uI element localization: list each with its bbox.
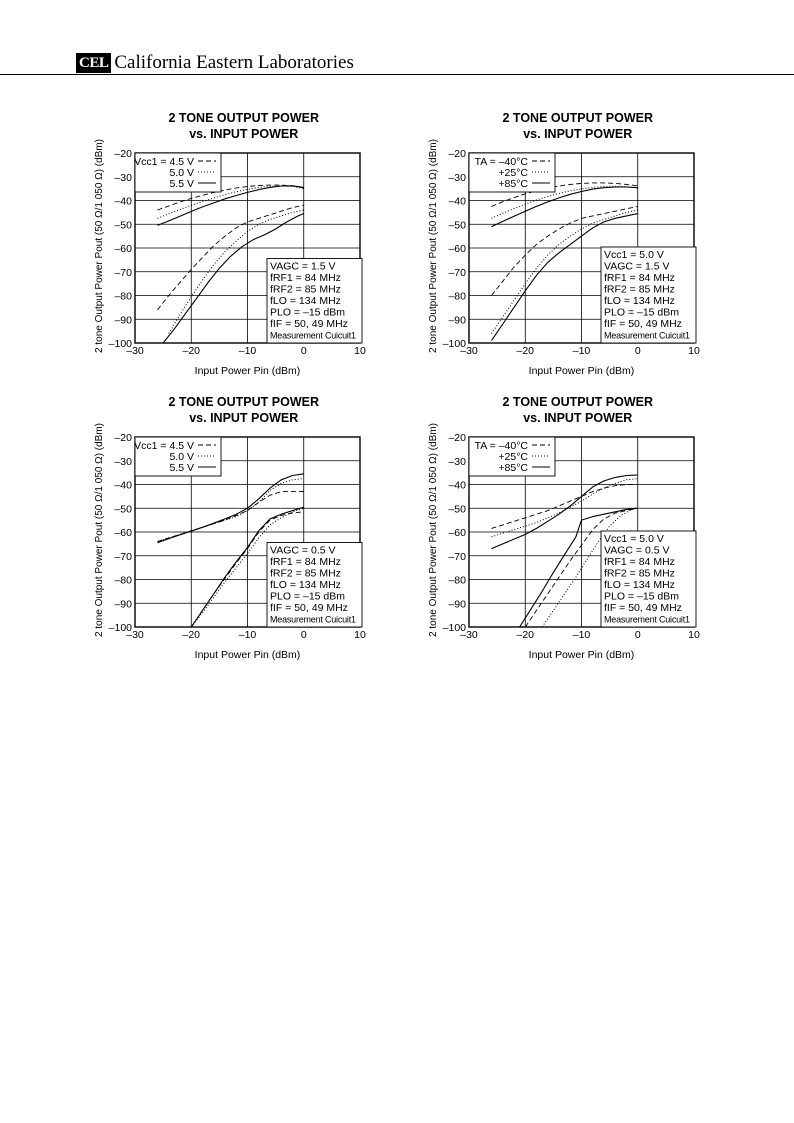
- chart-title: 2 TONE OUTPUT POWER: [502, 395, 653, 409]
- condition-text: fIF = 50, 49 MHz: [270, 602, 348, 614]
- chart-title: vs. INPUT POWER: [189, 411, 299, 425]
- y-axis-label: 2 tone Output Power Pout (50 Ω/1 050 Ω) (dBm): [94, 423, 105, 637]
- condition-text: fRF2 = 85 MHz: [604, 283, 675, 296]
- condition-text: PLO = –15 dBm: [270, 306, 346, 319]
- x-axis-label: Input Power Pin (dBm): [194, 365, 301, 377]
- condition-text: VAGC = 0.5 V: [604, 544, 670, 557]
- header-divider: [0, 74, 794, 75]
- x-tick-label: –10: [572, 629, 591, 641]
- condition-text: PLO = –15 dBm: [604, 590, 680, 603]
- chart-title: 2 TONE OUTPUT POWER: [168, 395, 319, 409]
- x-axis-label: Input Power Pin (dBm): [528, 649, 635, 661]
- condition-text: fRF2 = 85 MHz: [604, 567, 675, 580]
- y-tick-label: –40: [448, 195, 466, 208]
- y-tick-label: –30: [114, 455, 132, 468]
- y-tick-label: –20: [448, 148, 466, 160]
- x-tick-label: –30: [460, 629, 478, 641]
- condition-text: VAGC = 1.5 V: [270, 260, 336, 273]
- y-tick-label: –100: [108, 338, 132, 350]
- y-tick-label: –80: [448, 290, 466, 303]
- legend-entry: 5.5 V: [169, 462, 194, 474]
- company-name: California Eastern Laboratories: [114, 52, 354, 73]
- y-tick-label: –70: [114, 550, 132, 563]
- y-tick-label: –30: [448, 171, 466, 184]
- y-tick-label: –40: [114, 195, 132, 208]
- y-tick-label: –40: [114, 479, 132, 492]
- chart-title: vs. INPUT POWER: [189, 127, 299, 141]
- chart-title: 2 TONE OUTPUT POWER: [168, 111, 319, 125]
- y-axis-label: 2 tone Output Power Pout (50 Ω/1 050 Ω) (dBm): [428, 423, 439, 637]
- y-tick-label: –100: [442, 338, 466, 350]
- x-tick-label: –10: [238, 345, 257, 357]
- y-tick-label: –20: [114, 148, 132, 160]
- y-tick-label: –80: [114, 290, 132, 303]
- chart-1: [90, 108, 390, 380]
- series-line-2: [492, 479, 638, 537]
- y-tick-label: –90: [448, 314, 466, 327]
- condition-text: fIF = 50, 49 MHz: [270, 318, 348, 330]
- condition-text: fLO = 134 MHz: [270, 295, 341, 307]
- x-tick-label: –20: [182, 629, 201, 641]
- y-tick-label: –50: [114, 503, 132, 516]
- condition-text: VAGC = 0.5 V: [270, 544, 336, 557]
- legend-entry: +85°C: [498, 178, 528, 190]
- condition-text: fIF = 50, 49 MHz: [604, 318, 682, 330]
- chart-2: [424, 108, 724, 380]
- y-axis-label: 2 tone Output Power Pout (50 Ω/1 050 Ω) (dBm): [428, 139, 439, 353]
- legend-entry: +25°C: [498, 167, 528, 179]
- y-tick-label: –100: [108, 622, 132, 634]
- condition-text: fRF2 = 85 MHz: [270, 283, 341, 296]
- condition-text: VAGC = 1.5 V: [604, 260, 670, 273]
- condition-text: fLO = 134 MHz: [604, 579, 675, 591]
- x-tick-label: –30: [126, 345, 144, 357]
- legend-entry: TA = –40°C: [474, 440, 528, 452]
- y-tick-label: –80: [114, 574, 132, 587]
- y-tick-label: –80: [448, 574, 466, 587]
- y-tick-label: –70: [114, 266, 132, 279]
- x-tick-label: 0: [634, 345, 641, 357]
- series-line-3: [492, 187, 638, 227]
- y-tick-label: –60: [114, 243, 132, 255]
- condition-text: fRF1 = 84 MHz: [604, 556, 675, 568]
- y-tick-label: –40: [448, 479, 466, 492]
- legend-entry: Vcc1 = 4.5 V: [134, 156, 194, 168]
- y-tick-label: –60: [448, 243, 466, 255]
- chart-4: [424, 392, 724, 664]
- x-tick-label: 0: [634, 629, 641, 641]
- condition-text: Measurement Cuicuit1: [270, 614, 356, 625]
- y-tick-label: –50: [114, 219, 132, 232]
- y-tick-label: –90: [114, 314, 132, 327]
- condition-text: fRF1 = 84 MHz: [270, 272, 341, 284]
- condition-text: fRF1 = 84 MHz: [604, 272, 675, 284]
- chart-title: 2 TONE OUTPUT POWER: [502, 111, 653, 125]
- y-tick-label: –70: [448, 550, 466, 563]
- chart-title: vs. INPUT POWER: [523, 411, 633, 425]
- condition-text: PLO = –15 dBm: [604, 306, 680, 319]
- y-tick-label: –20: [114, 432, 132, 444]
- y-tick-label: –30: [448, 455, 466, 468]
- chart-title: vs. INPUT POWER: [523, 127, 633, 141]
- legend-entry: +85°C: [498, 462, 528, 474]
- x-tick-label: –30: [126, 629, 144, 641]
- condition-text: fLO = 134 MHz: [604, 295, 675, 307]
- condition-text: PLO = –15 dBm: [270, 590, 346, 603]
- legend-entry: 5.0 V: [169, 167, 194, 179]
- x-tick-label: –10: [572, 345, 591, 357]
- x-tick-label: –30: [460, 345, 478, 357]
- company-logo: CEL: [76, 53, 111, 73]
- condition-text: Measurement Cuicuit1: [270, 330, 356, 341]
- chart-3: [90, 392, 390, 664]
- x-tick-label: 0: [300, 345, 307, 357]
- x-tick-label: –20: [516, 629, 535, 641]
- y-tick-label: –50: [448, 503, 466, 516]
- legend-entry: 5.5 V: [169, 178, 194, 190]
- x-tick-label: 10: [354, 345, 366, 357]
- condition-text: fRF2 = 85 MHz: [270, 567, 341, 580]
- condition-text: fIF = 50, 49 MHz: [604, 602, 682, 614]
- condition-text: fLO = 134 MHz: [270, 579, 341, 591]
- condition-text: Vcc1 = 5.0 V: [604, 533, 664, 545]
- y-tick-label: –60: [114, 527, 132, 539]
- condition-text: Measurement Cuicuit1: [604, 330, 690, 341]
- x-tick-label: –20: [516, 345, 535, 357]
- x-tick-label: 0: [300, 629, 307, 641]
- y-axis-label: 2 tone Output Power Pout (50 Ω/1 050 Ω) (dBm): [94, 139, 105, 353]
- legend-entry: Vcc1 = 4.5 V: [134, 440, 194, 452]
- x-tick-label: 10: [688, 345, 700, 357]
- y-tick-label: –70: [448, 266, 466, 279]
- condition-text: Measurement Cuicuit1: [604, 614, 690, 625]
- x-tick-label: –10: [238, 629, 257, 641]
- x-axis-label: Input Power Pin (dBm): [528, 365, 635, 377]
- header: [76, 52, 354, 74]
- y-tick-label: –30: [114, 171, 132, 184]
- y-tick-label: –90: [114, 598, 132, 611]
- series-line-1: [492, 485, 638, 529]
- y-tick-label: –20: [448, 432, 466, 444]
- x-tick-label: 10: [354, 629, 366, 641]
- y-tick-label: –60: [448, 527, 466, 539]
- x-axis-label: Input Power Pin (dBm): [194, 649, 301, 661]
- x-tick-label: –20: [182, 345, 201, 357]
- condition-text: fRF1 = 84 MHz: [270, 556, 341, 568]
- y-tick-label: –90: [448, 598, 466, 611]
- condition-text: Vcc1 = 5.0 V: [604, 249, 664, 261]
- y-tick-label: –50: [448, 219, 466, 232]
- legend-entry: +25°C: [498, 451, 528, 463]
- x-tick-label: 10: [688, 629, 700, 641]
- legend-entry: TA = –40°C: [474, 156, 528, 168]
- y-tick-label: –100: [442, 622, 466, 634]
- legend-entry: 5.0 V: [169, 451, 194, 463]
